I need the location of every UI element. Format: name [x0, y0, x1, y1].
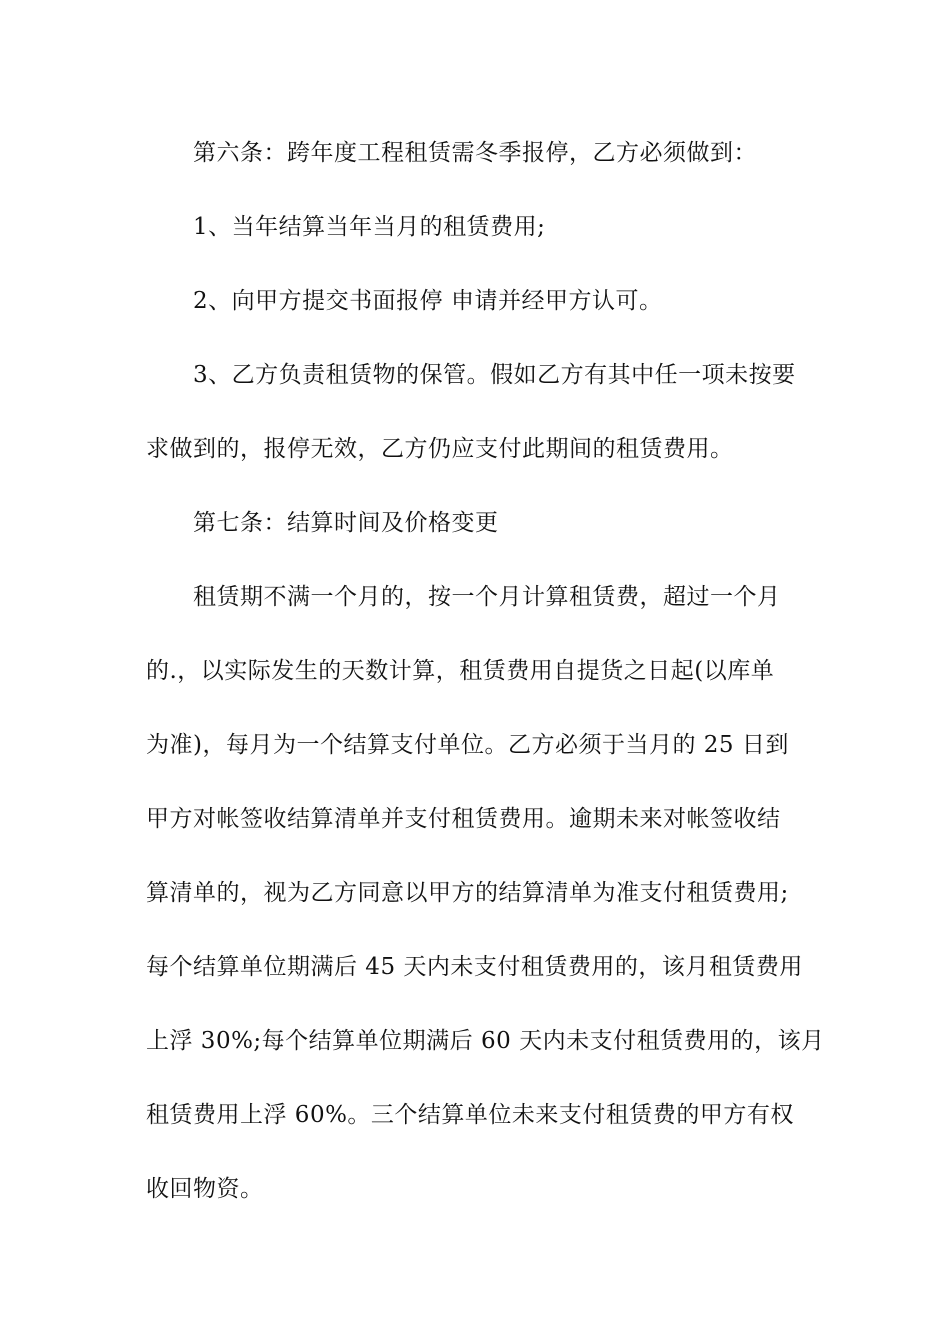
- article-6-item-3-line-2: 求做到的，报停无效，乙方仍应支付此期间的租赁费用。: [146, 436, 734, 462]
- article-6-heading: 第六条：跨年度工程租赁需冬季报停，乙方必须做到：: [193, 140, 757, 166]
- article-7-paragraph-line-7: 上浮 30%;每个结算单位期满后 60 天内未支付租赁费用的，该月: [146, 1028, 825, 1054]
- article-7-paragraph-line-2: 的.，以实际发生的天数计算，租赁费用自提货之日起(以库单: [146, 658, 775, 684]
- article-7-paragraph-line-8: 租赁费用上浮 60%。三个结算单位未来支付租赁费的甲方有权: [146, 1102, 794, 1128]
- article-6-item-2: 2、向甲方提交书面报停 申请并经甲方认可。: [193, 288, 663, 314]
- article-7-paragraph-line-3: 为准)，每月为一个结算支付单位。乙方必须于当月的 25 日到: [146, 732, 789, 758]
- article-7-paragraph-line-1: 租赁期不满一个月的，按一个月计算租赁费，超过一个月: [193, 584, 781, 610]
- article-7-paragraph-line-6: 每个结算单位期满后 45 天内未支付租赁费用的，该月租赁费用: [146, 954, 803, 980]
- article-7-paragraph-line-5: 算清单的，视为乙方同意以甲方的结算清单为准支付租赁费用;: [146, 880, 789, 906]
- article-7-paragraph-line-9: 收回物资。: [146, 1176, 264, 1202]
- article-7-paragraph-line-4: 甲方对帐签收结算清单并支付租赁费用。逾期未来对帐签收结: [146, 806, 781, 832]
- article-6-item-3-line-1: 3、乙方负责租赁物的保管。假如乙方有其中任一项未按要: [193, 362, 796, 388]
- article-7-heading: 第七条：结算时间及价格变更: [193, 510, 499, 536]
- article-6-item-1: 1、当年结算当年当月的租赁费用;: [193, 214, 546, 240]
